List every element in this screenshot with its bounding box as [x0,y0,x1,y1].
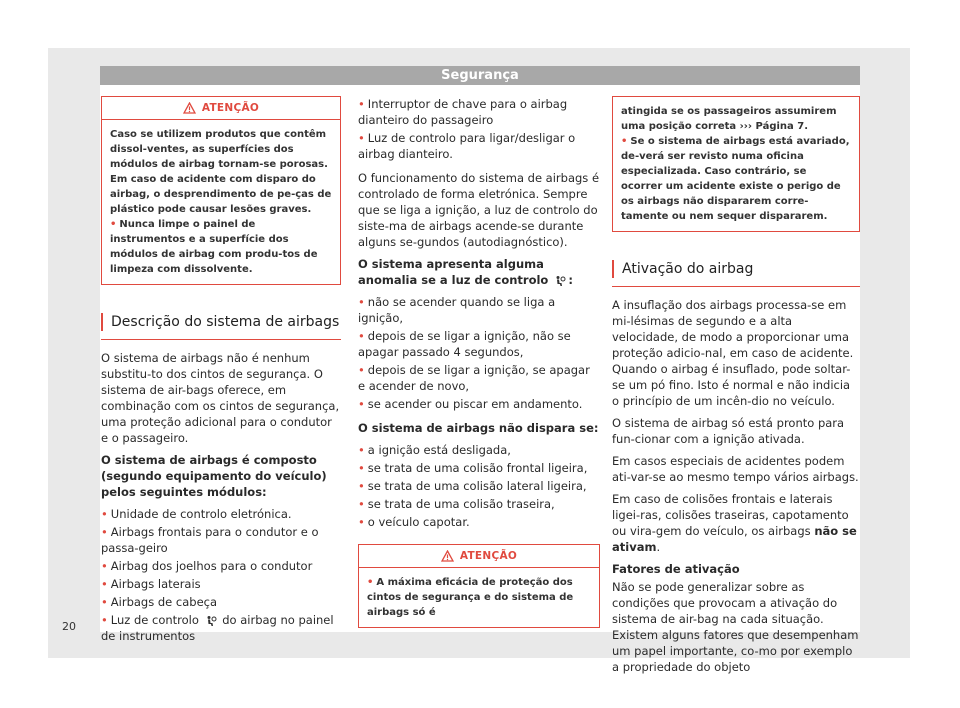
list-item: • se acender ou piscar em andamento. [358,397,583,411]
modules-heading: O sistema de airbags é composto (segundo equipamento do veículo) pelos seguintes módulos: [101,453,327,499]
warning-header [359,545,599,567]
warning-header [102,97,340,119]
list-item: • Unidade de controlo eletrónica. [101,507,292,521]
airbag-warning-icon [554,275,566,287]
paragraph: Não se pode generalizar sobre as condições que provocam a ativação do sistema de air-bag na cada situação. Existem alguns fatores que desempenham um papel importante, co-mo por exemplo a propriedade do objeto [612,580,859,674]
list-item: • Luz de controlo do airbag no painel de instrumentos [101,613,334,643]
nofire-heading: O sistema de airbags não dispara se: [358,421,599,435]
list-item: • Airbags de cabeça [101,595,218,609]
warning-body [359,567,599,627]
list-item: • o veículo capotar. [358,515,470,529]
list-item: • se trata de uma colisão lateral ligeira, [358,479,587,493]
warning-label: ATENÇÃO [201,102,260,114]
warning-box [358,544,600,628]
page-number: 20 [62,620,76,633]
list-item: • se trata de uma colisão traseira, [358,497,555,511]
warning-bullet-text: Nunca limpe o painel de instrumentos e a superfície dos módulos de airbag com produ-tos de limpeza com dissolvente. [110,219,318,275]
warning-label: ATENÇÃO [459,550,518,562]
column-middle [358,96,600,628]
modules-list [101,506,341,644]
warning-text: Caso se utilizem produtos que contêm dissol-ventes, as superfícies dos módulos de airbag tornam-se porosas. Em caso de acidente com disparo do airbag, o desprendimento de pe-ças de plástico pode causar lesões graves. [110,129,332,215]
warning-box [101,96,341,285]
column-right [612,96,860,681]
list-item: • Interruptor de chave para o airbag dianteiro do passageiro [358,97,568,127]
nofire-list [358,442,600,530]
factors-heading: Fatores de ativação [612,562,740,576]
paragraph: O sistema de airbag só está pronto para fun-cionar com a ignição ativada. [612,416,845,446]
page-title: Segurança [441,68,519,83]
list-item: • depois de se ligar a ignição, não se apagar passado 4 segundos, [358,329,571,359]
warning-box-continued [612,96,860,232]
list-item: • Airbag dos joelhos para o condutor [101,559,313,573]
paragraph: A insuflação dos airbags processa-se em mi-lésimas de segundo e a alta velocidade, de modo a proporcionar uma proteção adicio-nal, em caso de acidente. Quando o airbag é insuflado, pode soltar-se um pó fino. Isto é normal e não indicia o princípio de um incên-dio no veículo. [612,298,854,408]
warning-body [102,119,340,284]
list-item: • Airbags frontais para o condutor e o passa-geiro [101,525,319,555]
page-link[interactable]: ››› Página 7. [739,121,809,132]
bullet-icon: • [110,219,117,230]
warning-triangle-icon [183,102,196,114]
list-item: • Luz de controlo para ligar/desligar o airbag dianteiro. [358,131,576,161]
warning-bullet [110,217,332,277]
anomaly-list [358,294,600,412]
list-item: • se trata de uma colisão frontal ligeira, [358,461,588,475]
section-title: Ativação do airbag [612,260,860,278]
warning-body [613,97,859,231]
function-paragraph: O funcionamento do sistema de airbags é controlado de forma eletrónica. Sempre que se liga a ignição, a luz de controlo do siste-ma de airbags acende-se durante alguns se-gundos (autodiagnóstico). [358,171,600,249]
warning-bullet: • Se o sistema de airbags está avariado, de-verá ser revisto numa oficina especializada. Caso contrário, se ocorrer um acidente existe o perigo de os airbags não dispararem corre-tamente ou nem sequer dispararem. [621,136,850,222]
list-item: • não se acender quando se liga a ignição, [358,295,556,325]
column-left [101,96,341,646]
anomaly-heading: O sistema apresenta alguma anomalia se a luz de controlo : [358,257,573,287]
warning-bullet: • A máxima eficácia de proteção dos cintos de segurança e do sistema de airbags só é [367,577,574,618]
airbag-warning-icon [205,615,217,627]
section-divider [612,286,860,287]
paragraph: Em caso de colisões frontais e laterais ligei-ras, colisões traseiras, capotamento ou vira-gem do veículo, os airbags não se ativam. [612,492,857,554]
section-divider [101,339,341,340]
paragraph: Em casos especiais de acidentes podem ati-var-se ao mesmo tempo vários airbags. [612,454,859,484]
intro-paragraph: O sistema de airbags não é nenhum substitu-to dos cintos de segurança. O sistema de air-bags oferece, em combinação com os cintos de segurança, uma proteção adicional para o condutor e o passageiro. [101,351,340,445]
warning-text: atingida se os passageiros assumirem uma posição correta ››› Página 7. [621,106,837,132]
list-item: • Airbags laterais [101,577,201,591]
warning-triangle-icon [441,550,454,562]
section-title: Descrição do sistema de airbags [101,313,341,331]
list-item: • a ignição está desligada, [358,443,511,457]
list-item: • depois de se ligar a ignição, se apagar e acender de novo, [358,363,590,393]
